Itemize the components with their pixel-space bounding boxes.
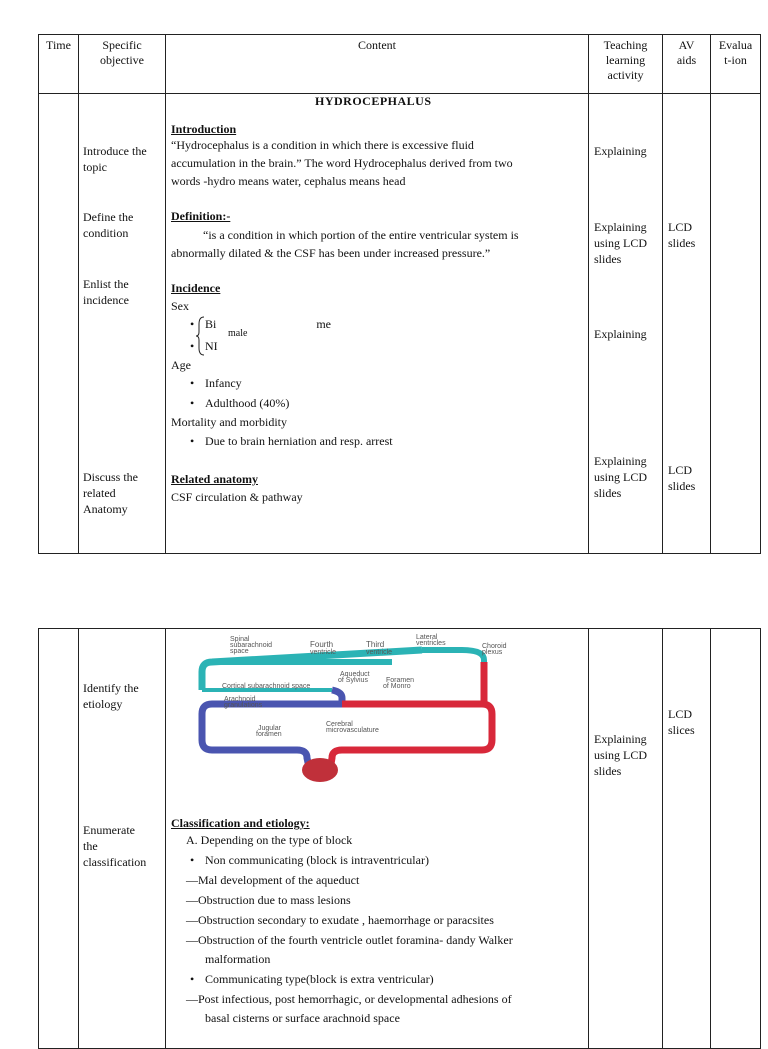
svg-text:ventricle: ventricle: [366, 649, 393, 656]
definition-heading: Definition:-: [171, 209, 231, 223]
csf-circulation-diagram: [192, 632, 538, 782]
malformation-text: malformation: [205, 952, 271, 966]
classification-a: A. Depending on the type of block: [186, 833, 353, 847]
non-comm-item-2: — Obstruction due to mass lesions: [186, 892, 351, 908]
communicating: • Communicating type(block is extra ventricular): [205, 971, 434, 987]
header-row: [39, 35, 761, 94]
objective-identify: Identify the etiology: [83, 681, 139, 711]
svg-text:of Sylvius: of Sylvius: [338, 677, 368, 684]
objective-discuss: Discuss the related Anatomy: [83, 470, 138, 516]
heart-icon: [302, 758, 338, 782]
svg-text:of Monro: of Monro: [383, 683, 411, 690]
classification-heading: Classification and etiology:: [171, 816, 310, 830]
label-lateral: Lateral: [416, 634, 438, 641]
label-foramen: Foramen: [386, 677, 415, 684]
label-spinal: Spinal: [230, 636, 250, 643]
label-third: Third: [366, 640, 385, 649]
comm-item-1: — Post infectious, post hemorrhagic, or developmental adhesions of: [186, 991, 512, 1007]
arterial-path: [330, 704, 492, 770]
header-evaluation: Evalua t-ion: [711, 35, 761, 94]
objective-define: Define the condition: [83, 210, 134, 240]
header-specific-objective: Specific objective: [79, 35, 166, 94]
svg-text:ventricles: ventricles: [416, 640, 446, 647]
svg-text:plexus: plexus: [482, 649, 503, 656]
teaching-1: Explaining: [594, 144, 647, 158]
av-2: LCD slides: [668, 463, 696, 493]
svg-text:microvasculature: microvasculature: [326, 727, 379, 734]
anatomy-heading: Related anatomy: [171, 472, 258, 486]
age-label: Age: [171, 358, 191, 372]
objective-introduce: Introduce the topic: [83, 144, 147, 174]
teaching-4: Explaining using LCD slides: [594, 454, 648, 500]
av-1: LCD slides: [668, 220, 696, 250]
svg-text:foramen: foramen: [256, 731, 282, 738]
objective-enlist: Enlist the incidence: [83, 277, 129, 307]
svg-text:granulations: granulations: [224, 702, 263, 709]
sex-label: Sex: [171, 299, 189, 313]
label-cortical: Cortical subarachnoid space: [222, 683, 311, 690]
objective-enumerate: Enumerate the classification: [83, 823, 147, 869]
non-comm-item-4: — Obstruction of the fourth ventricle outlet foramina- dandy Walker: [186, 932, 513, 948]
comm-item-1-cont: basal cisterns or surface arachnoid space: [205, 1011, 400, 1025]
intro-text: “Hydrocephalus is a condition in which there is excessive fluid accumulation in the brain.” The word Hydrocephalus derived from two words -hydro means water, cephalus means head: [171, 138, 513, 188]
label-arachnoid: Arachnoid: [224, 696, 256, 703]
teaching-3: Explaining: [594, 327, 647, 341]
header-av: AV aids: [663, 35, 711, 94]
svg-text:subarachnoid: subarachnoid: [230, 642, 273, 649]
header-time: Time: [39, 35, 79, 94]
teaching-5: Explaining using LCD slides: [594, 732, 648, 778]
intro-heading: Introduction: [171, 122, 237, 136]
non-comm-item-1: — Mal development of the aqueduct: [186, 872, 359, 888]
lesson-plan-table-1: [38, 34, 761, 554]
label-fourth: Fourth: [310, 640, 334, 649]
non-comm-item-3: — Obstruction secondary to exudate , haemorrhage or paracsites: [186, 912, 494, 928]
csf-path-top: [422, 650, 484, 662]
sex-item-2: • NI: [205, 338, 218, 354]
mortality-label: Mortality and morbidity: [171, 415, 287, 429]
age-item-2: • Adulthood (40%): [205, 395, 289, 411]
teaching-2: Explaining using LCD slides: [594, 220, 648, 266]
age-item-1: • Infancy: [205, 375, 242, 391]
label-cerebral: Cerebral: [326, 721, 353, 728]
label-jugular: Jugular: [258, 725, 281, 732]
header-content: Content: [166, 35, 589, 94]
sex-item-1: • Bi me: [205, 316, 331, 332]
non-communicating: • Non communicating (block is intraventricular): [205, 852, 429, 868]
anatomy-text: CSF circulation & pathway: [171, 490, 303, 504]
label-aqueduct: Aqueduct: [340, 671, 370, 678]
svg-text:space: space: [230, 648, 249, 655]
mortality-item-1: • Due to brain herniation and resp. arrest: [205, 433, 393, 449]
svg-text:ventricle: ventricle: [310, 649, 337, 656]
definition-text: “is a condition in which portion of the entire ventricular system is abnormally dilated & the CSF has been under increased pressure.”: [171, 228, 519, 260]
page-title: HYDROCEPHALUS: [315, 94, 432, 108]
header-teaching: Teaching learning activity: [589, 35, 663, 94]
av-3: LCD slices: [668, 707, 695, 737]
brace-icon: [196, 316, 206, 356]
label-choroid: Choroid: [482, 643, 507, 650]
incidence-heading: Incidence: [171, 281, 221, 295]
sex-male-label: male: [227, 326, 248, 342]
